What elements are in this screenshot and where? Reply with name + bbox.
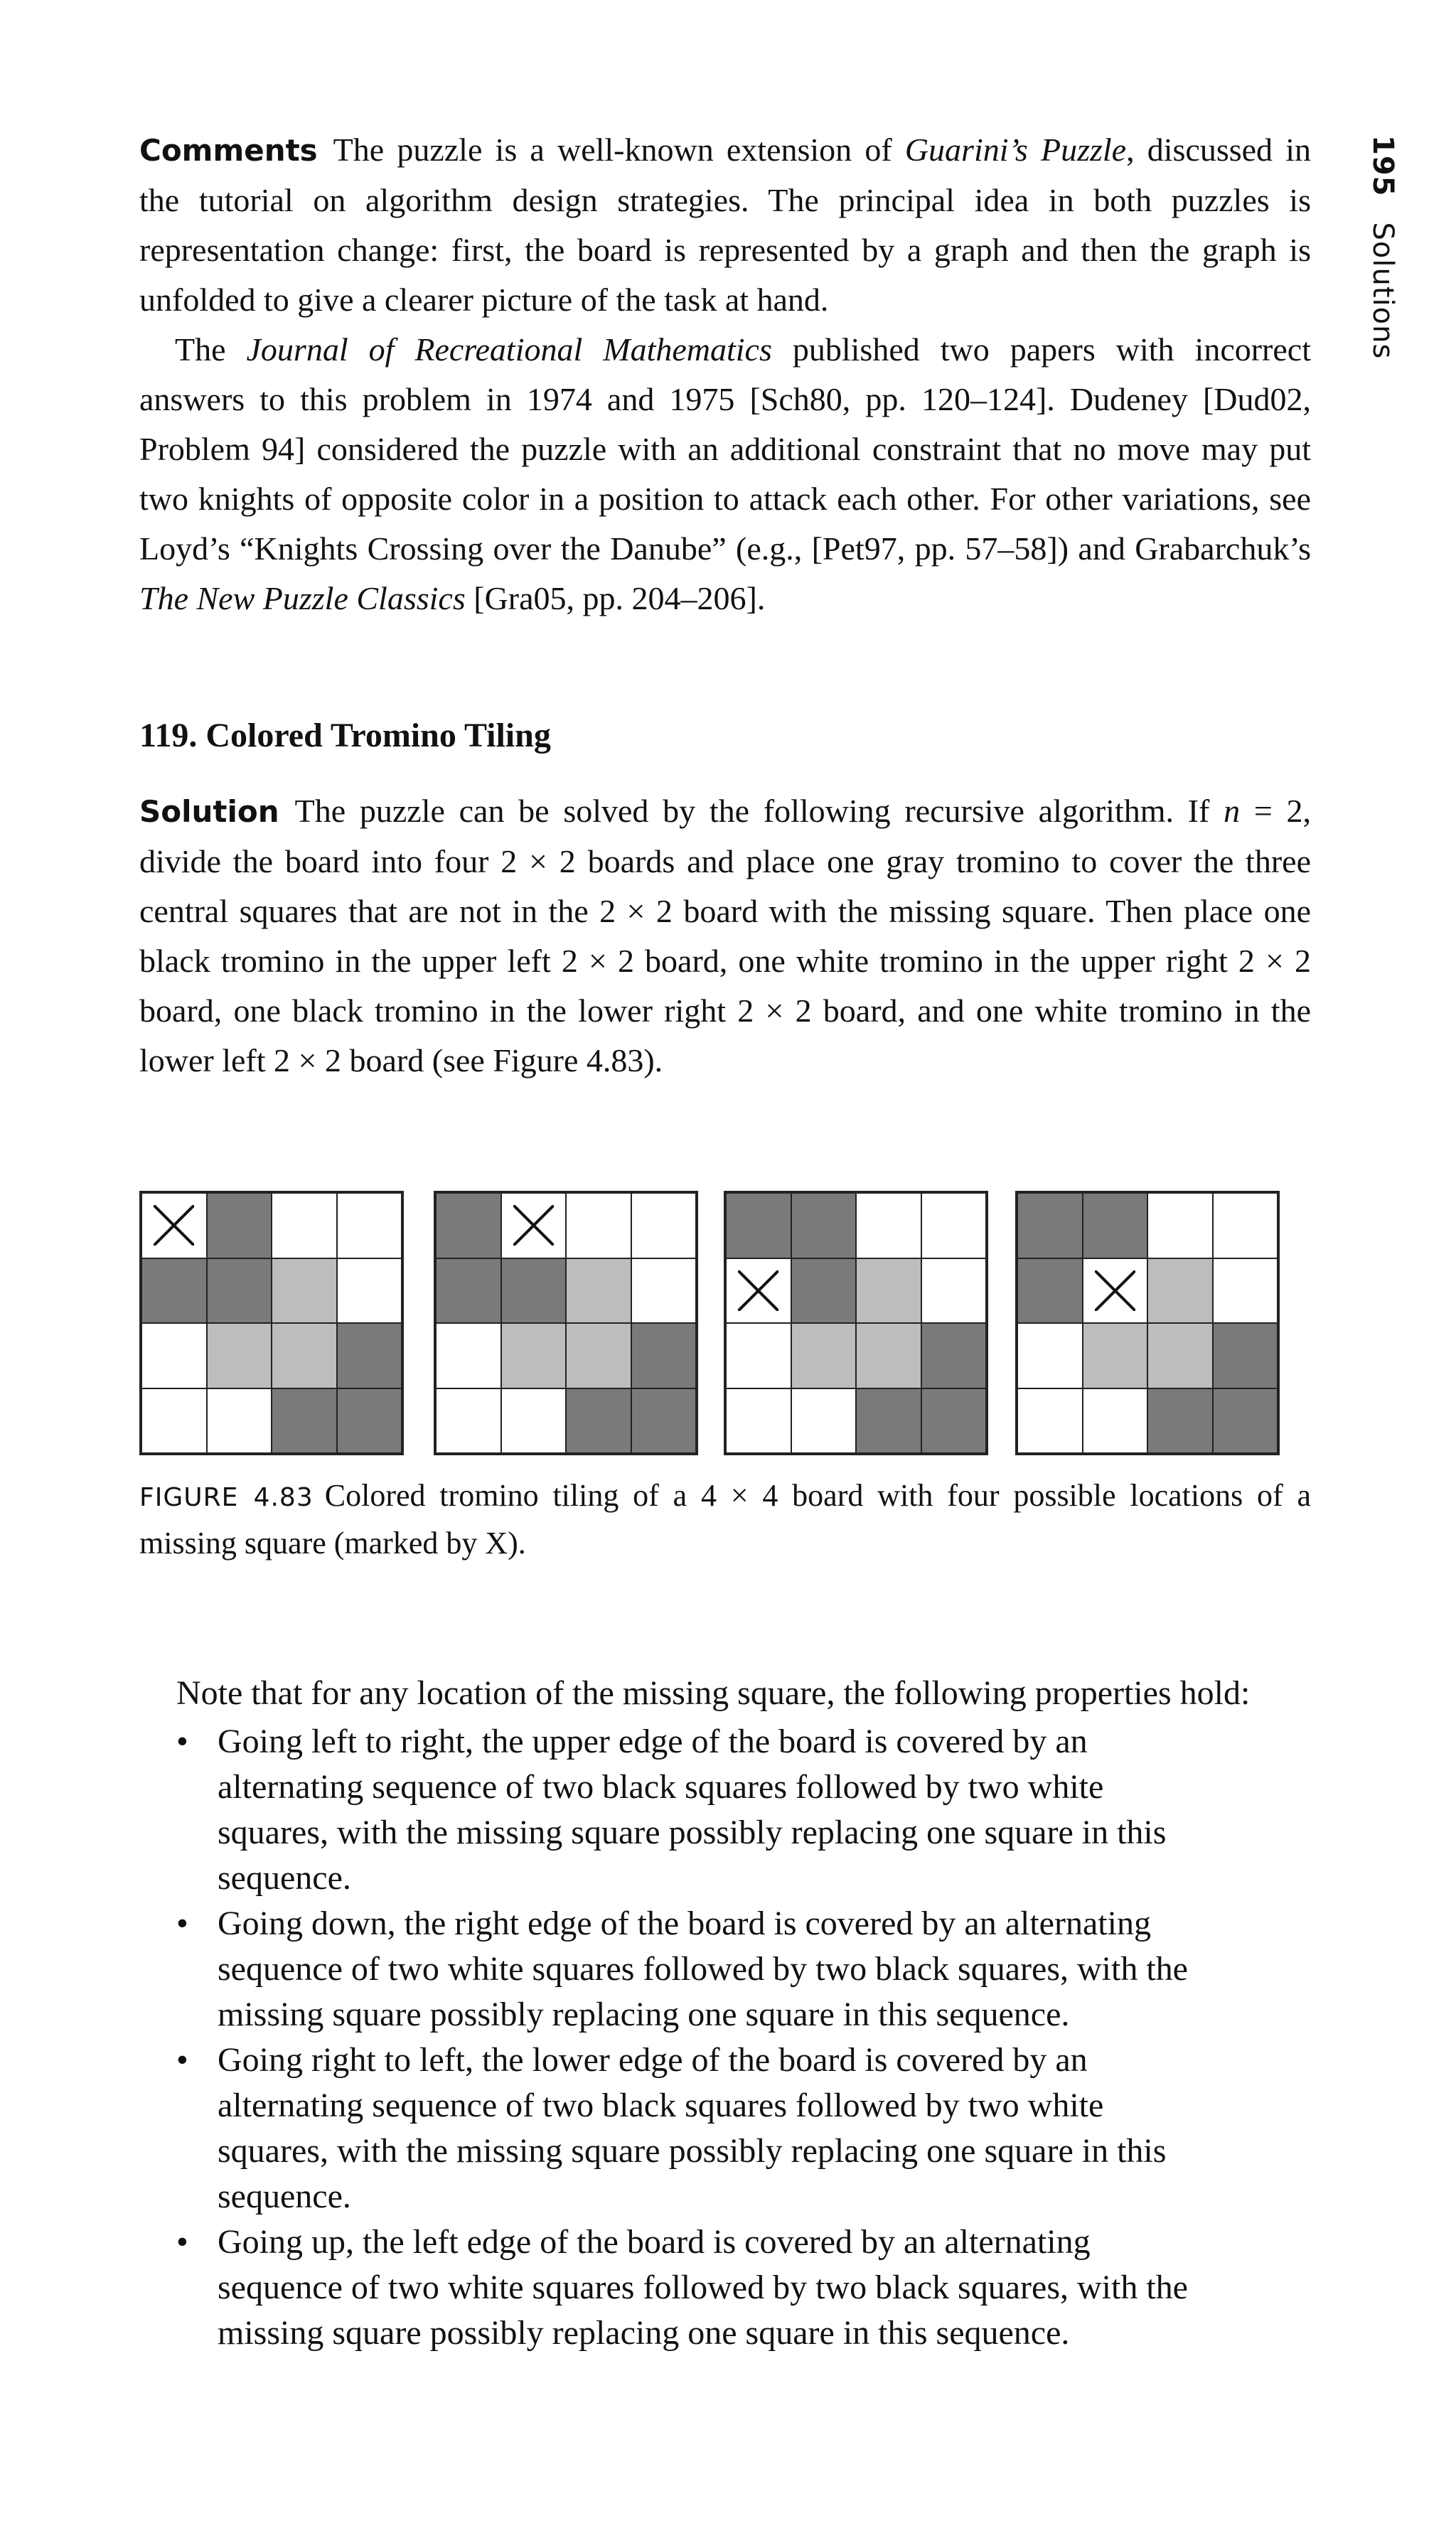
x-mark-icon [154, 1205, 194, 1246]
black-square [1213, 1388, 1278, 1454]
white-square [726, 1388, 791, 1454]
white-square [141, 1388, 207, 1454]
list-item [176, 1719, 1221, 1901]
solution-text: The puzzle can be solved by the following recursive algorithm. If [294, 793, 1224, 829]
comments-text: , discussed in the tutorial on algorithm design strategies. The principal idea in both puzzles is representation change: first, the board is represented by a graph and then the graph is unfolded to give a clearer picture of the task at hand. [139, 132, 1311, 318]
black-square [141, 1258, 207, 1324]
comments-text: The [175, 331, 247, 368]
white-square [501, 1388, 567, 1454]
caption-text: Colored tromino tiling of a 4 × 4 board with four possible locations of a missing square (marked by X). [139, 1478, 1311, 1560]
white-square [921, 1258, 987, 1324]
bullet: • [176, 1905, 188, 1942]
gray-square [1147, 1258, 1213, 1324]
white-square [726, 1323, 791, 1388]
tiling-board [1015, 1191, 1280, 1455]
black-square [207, 1258, 272, 1324]
gray-square [272, 1323, 337, 1388]
black-square [566, 1388, 631, 1454]
white-square [337, 1193, 402, 1258]
gray-square [791, 1323, 857, 1388]
gray-square [207, 1323, 272, 1388]
black-square [921, 1323, 987, 1388]
white-square [631, 1258, 697, 1324]
book-title: The New Puzzle Classics [139, 580, 466, 616]
caption-paragraph [139, 1473, 1311, 1566]
gray-square [501, 1323, 567, 1388]
white-square [1147, 1193, 1213, 1258]
gray-square [856, 1323, 921, 1388]
tiling-board [724, 1191, 988, 1455]
bullet: • [176, 2041, 188, 2079]
black-square [1083, 1193, 1148, 1258]
black-square [436, 1193, 501, 1258]
comments-paragraph-2 [139, 325, 1311, 623]
solution-text: = 2, divide the board into four 2 × 2 boards and place one gray tromino to cover the three central squares that are not in the 2 × 2 board with the missing square. Then place one black tromino in the upper left 2 × 2 board, one white tromino in the upper right 2 × 2 board, one black tromino in the lower right 2 × 2 board, and one white tromino in the lower left 2 × 2 board (see Figure 4.83). [139, 793, 1311, 1078]
gray-square [1083, 1323, 1148, 1388]
black-square [791, 1258, 857, 1324]
black-square [1017, 1258, 1083, 1324]
note-block [176, 1671, 1314, 2356]
black-square [501, 1258, 567, 1324]
white-square [337, 1258, 402, 1324]
white-square [1017, 1388, 1083, 1454]
x-mark-icon [513, 1205, 554, 1246]
gray-square [1147, 1323, 1213, 1388]
white-square [921, 1193, 987, 1258]
solution-block [139, 786, 1311, 1086]
white-square [436, 1323, 501, 1388]
black-square [1147, 1388, 1213, 1454]
list-item-text: Going down, the right edge of the board is covered by an alternating sequence of two white squares followed by two black squares, with the missing square possibly replacing one square in this sequence. [218, 1905, 1188, 2033]
black-square [856, 1388, 921, 1454]
white-square [207, 1388, 272, 1454]
note-intro: Note that for any location of the missing square, the following properties hold: [176, 1674, 1251, 1712]
gray-square [856, 1258, 921, 1324]
list-item [176, 2038, 1221, 2220]
properties-list [176, 1719, 1221, 2356]
white-square [1017, 1323, 1083, 1388]
missing-square [1083, 1258, 1148, 1324]
black-square [1213, 1323, 1278, 1388]
bullet: • [176, 2223, 188, 2261]
black-square [272, 1388, 337, 1454]
running-head-text [1366, 135, 1399, 359]
comments-paragraph-1 [139, 125, 1311, 325]
black-square [726, 1193, 791, 1258]
section-heading: 119. Colored Tromino Tiling [139, 717, 551, 754]
missing-square [141, 1193, 207, 1258]
white-square [1083, 1388, 1148, 1454]
comments-text: [Gra05, pp. 204–206]. [465, 580, 766, 616]
white-square [141, 1323, 207, 1388]
solution-paragraph [139, 786, 1311, 1086]
white-square [791, 1388, 857, 1454]
x-mark-icon [738, 1270, 778, 1311]
bullet: • [176, 1723, 188, 1760]
comments-text: published two papers with incorrect answers to this problem in 1974 and 1975 [Sch80, pp. 120–124]. Dudeney [Dud02, Problem 94] considered the puzzle with an additional constraint that no move may put two knights of opposite color in a position to attack each other. For other variations, see Loyd’s “Knights Crossing over the Danube” (e.g., [Pet97, pp. 57–58]) and Grabarchuk’s [139, 331, 1311, 567]
figure-label: FIGURE 4.83 [139, 1483, 314, 1512]
solution-label: Solution [139, 794, 279, 829]
white-square [1213, 1193, 1278, 1258]
comments-block [139, 125, 1311, 623]
gray-square [272, 1258, 337, 1324]
white-square [272, 1193, 337, 1258]
tiling-board [434, 1191, 698, 1455]
missing-square [501, 1193, 567, 1258]
black-square [207, 1193, 272, 1258]
variable-n: n [1224, 793, 1241, 829]
page-number: 195 [1366, 135, 1399, 197]
black-square [791, 1193, 857, 1258]
white-square [856, 1193, 921, 1258]
white-square [1213, 1258, 1278, 1324]
figure-4-83 [139, 1191, 1311, 1461]
white-square [566, 1193, 631, 1258]
list-item [176, 2220, 1221, 2356]
black-square [631, 1388, 697, 1454]
gray-square [566, 1323, 631, 1388]
black-square [631, 1323, 697, 1388]
missing-square [726, 1258, 791, 1324]
black-square [337, 1388, 402, 1454]
comments-label: Comments [139, 133, 318, 168]
black-square [436, 1258, 501, 1324]
black-square [921, 1388, 987, 1454]
section-title: Solutions [1366, 222, 1399, 360]
list-item-text: Going right to left, the lower edge of the board is covered by an alternating sequence of two black squares followed by two white squares, with the missing square possibly replacing one square in this sequence. [218, 2041, 1167, 2215]
comments-emphasis: Guarini’s Puzzle [904, 132, 1127, 168]
x-mark-icon [1095, 1270, 1135, 1311]
journal-title: Journal of Recreational Mathematics [246, 331, 772, 368]
comments-text: The puzzle is a well-known extension of [333, 132, 905, 168]
list-item-text: Going left to right, the upper edge of the board is covered by an alternating sequence of two black squares followed by two white squares, with the missing square possibly replacing one square in this sequence. [218, 1723, 1167, 1897]
list-item-text: Going up, the left edge of the board is covered by an alternating sequence of two white squares followed by two black squares, with the missing square possibly replacing one square in this sequence. [218, 2223, 1188, 2352]
running-head [1344, 135, 1401, 363]
black-square [1017, 1193, 1083, 1258]
black-square [337, 1323, 402, 1388]
tiling-board [139, 1191, 404, 1455]
figure-caption [139, 1473, 1311, 1566]
gray-square [566, 1258, 631, 1324]
white-square [436, 1388, 501, 1454]
white-square [631, 1193, 697, 1258]
list-item [176, 1901, 1221, 2038]
